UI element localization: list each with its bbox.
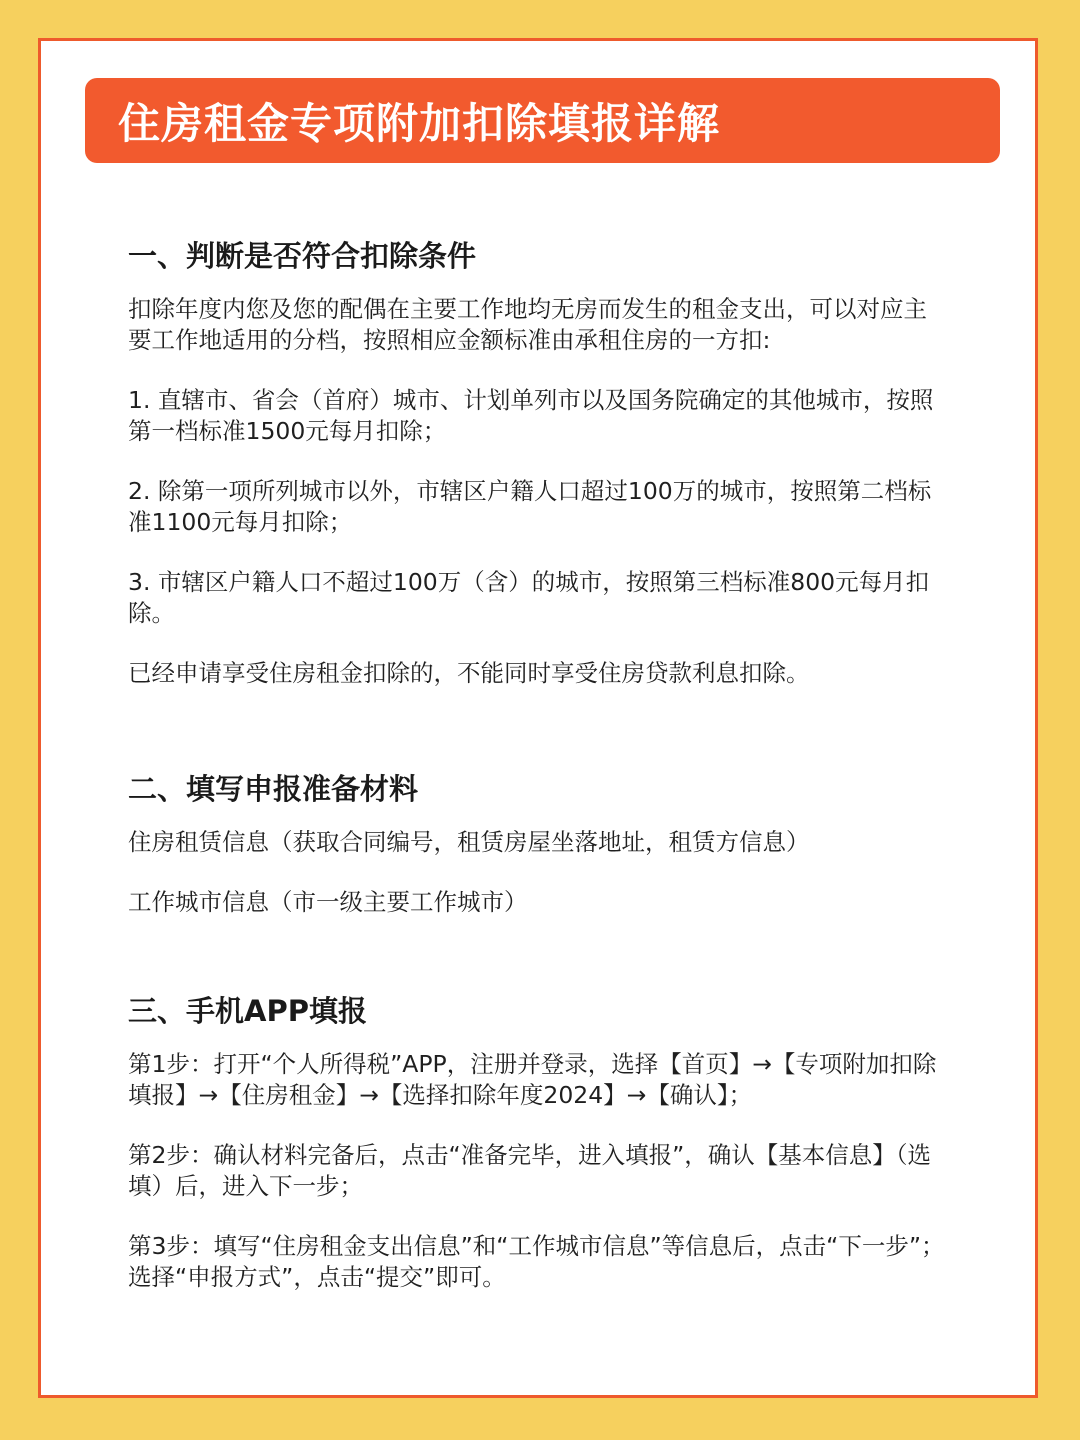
section-eligibility [128,236,958,718]
paragraph: 2. 除第一项所列城市以外，市辖区户籍人口超过100万的城市，按照第二档标准1100元每月扣除； [128,477,932,536]
paragraph: 工作城市信息（市一级主要工作城市） [128,888,528,916]
paragraph: 第3步：填写“住房租金支出信息”和“工作城市信息”等信息后，点击“下一步”；选择“申报方式”，点击“提交”即可。 [128,1232,945,1291]
title-banner [85,78,1000,163]
section-heading: 二、填写申报准备材料 [128,772,419,806]
paragraph: 第2步：确认材料完备后，点击“准备完毕，进入填报”，确认【基本信息】（选填）后，进入下一步； [128,1141,932,1200]
section-materials [128,769,958,947]
paragraph: 1. 直辖市、省会（首府）城市、计划单列市以及国务院确定的其他城市，按照第一档标准1500元每月扣除； [128,386,934,445]
content-card [38,38,1038,1398]
page-title: 住房租金专项附加扣除填报详解 [118,98,721,148]
section-heading: 三、手机APP填报 [128,994,367,1028]
paragraph: 扣除年度内您及您的配偶在主要工作地均无房而发生的租金支出，可以对应主要工作地适用的分档，按照相应金额标准由承租住房的一方扣: [128,295,927,354]
paragraph: 已经申请享受住房租金扣除的，不能同时享受住房贷款利息扣除。 [128,659,810,687]
paragraph: 住房租赁信息（获取合同编号，租赁房屋坐落地址，租赁方信息） [128,828,810,856]
section-heading: 一、判断是否符合扣除条件 [128,239,477,273]
paragraph: 3. 市辖区户籍人口不超过100万（含）的城市，按照第三档标准800元每月扣除。 [128,568,930,627]
section-app-filing [128,991,958,1322]
paragraph: 第1步：打开“个人所得税”APP，注册并登录，选择【首页】→【专项附加扣除填报】→【住房租金】→【选择扣除年度2024】→【确认】； [128,1050,937,1109]
